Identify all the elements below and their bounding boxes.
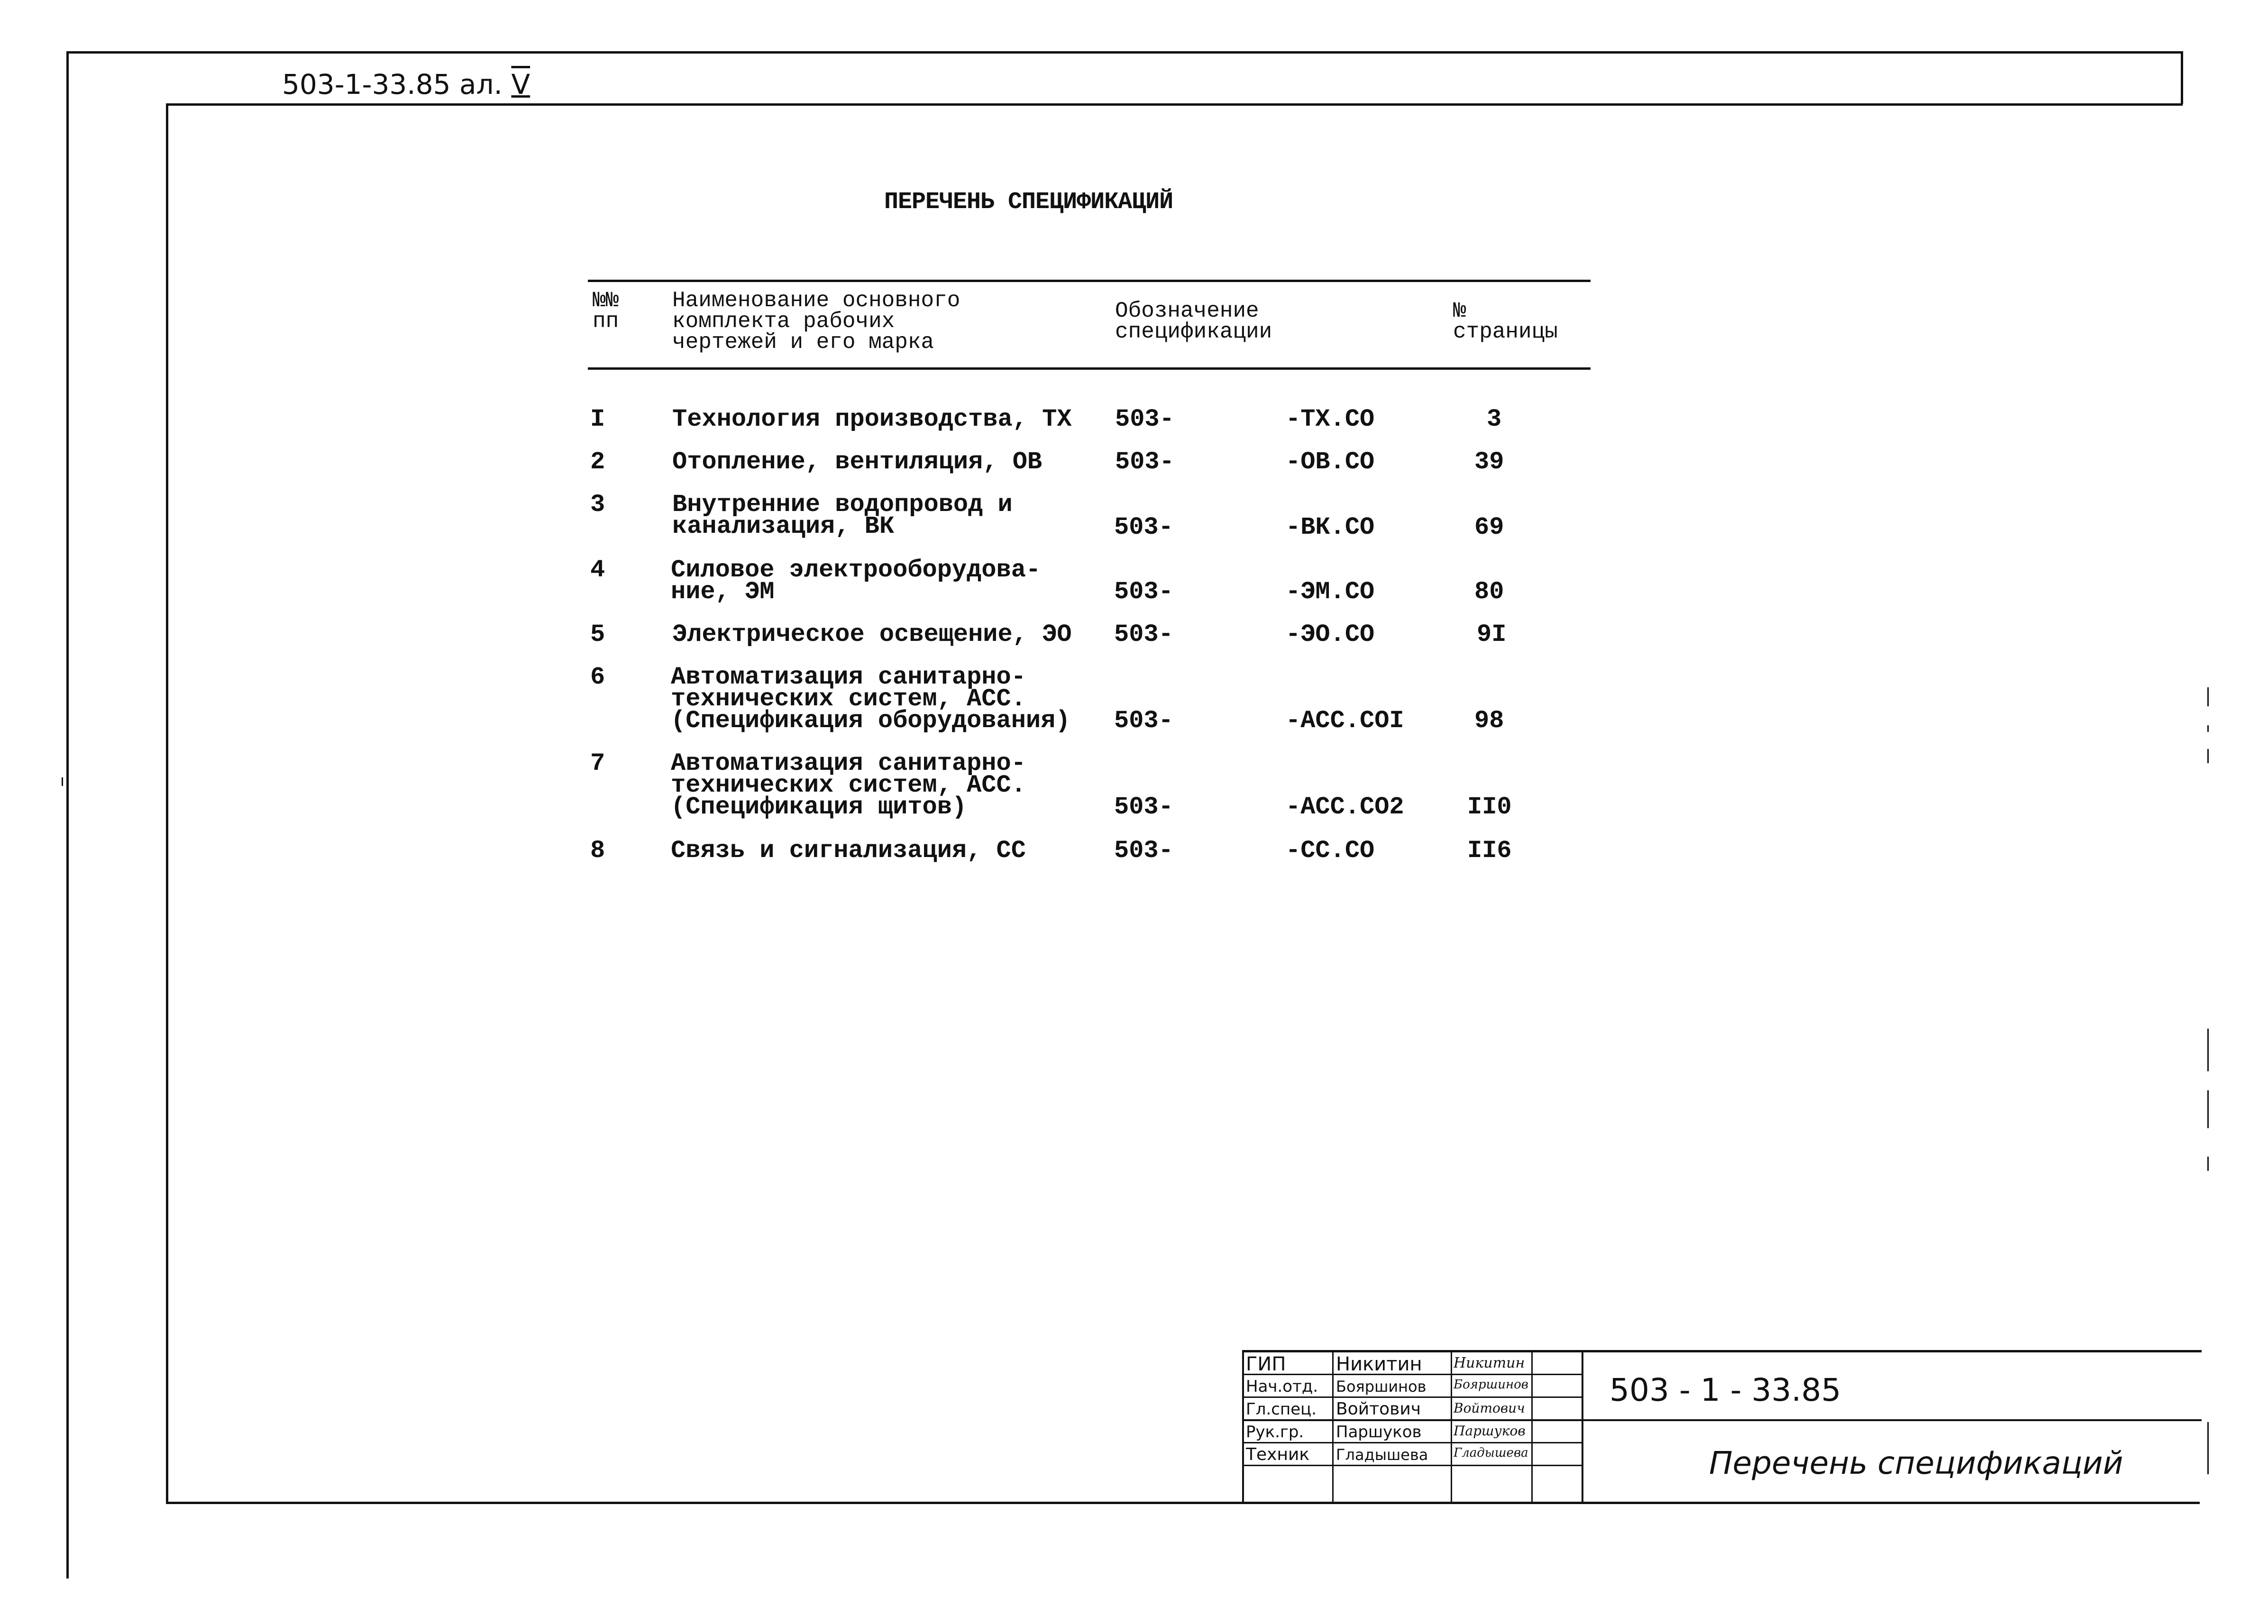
tb-name: Гладышева [1336,1446,1428,1464]
row-name: Силовое электрооборудова- ние, ЭМ [671,556,1041,606]
row-num: 8 [590,837,605,865]
table-top-rule [588,280,1591,282]
row-suffix: -ОВ.СО [1286,448,1375,476]
row-prefix: 503- [1114,620,1173,648]
row-prefix: 503- [1115,448,1174,476]
edge-mark [2207,687,2209,706]
header-page: № страницы [1453,299,1558,344]
tb-line-top [1242,1350,2202,1352]
tb-name: Войтович [1336,1399,1421,1419]
row-page: II0 [1467,793,1512,821]
row-prefix: 503- [1114,707,1173,735]
row-suffix: -ВК.СО [1286,513,1375,541]
row-name: Внутренние водопровод и канализация, ВК [672,491,1013,540]
row-page: II6 [1467,837,1512,865]
row-suffix: -СС.СО [1286,837,1375,865]
sheet-code-text: 503-1-33.85 ал. [282,68,503,100]
row-page: 69 [1474,513,1504,541]
row-page: 9I [1477,620,1507,648]
inner-frame-top [166,103,2183,106]
row-suffix: -АСС.СОI [1286,707,1404,735]
tb-signature: Бояршинов [1454,1378,1528,1392]
tb-vline-3 [1531,1350,1533,1504]
row-num: 7 [590,749,605,777]
edge-mark [2207,749,2209,763]
row-prefix: 503- [1115,405,1174,433]
row-num: 5 [590,620,605,648]
row-page: 3 [1487,405,1502,433]
tb-name: Бояршинов [1336,1378,1427,1396]
row-prefix: 503- [1114,513,1173,541]
header-designation: Обозначение спецификации [1115,299,1272,344]
row-num: 2 [590,448,605,476]
tb-vline-1 [1332,1350,1334,1504]
row-num: 3 [590,491,605,519]
row-suffix: -ЭМ.СО [1286,578,1375,606]
row-num: I [590,405,605,433]
row-page: 80 [1474,578,1504,606]
row-suffix: -АСС.СО2 [1286,793,1404,821]
tb-name: Паршуков [1336,1423,1422,1442]
row-page: 39 [1474,448,1504,476]
tb-vline-0 [1242,1350,1244,1504]
header-num: №№ пп [593,288,619,334]
sheet-code-suffix: V [511,68,530,100]
edge-mark [2207,1157,2209,1171]
row-name: Автоматизация санитарно- технических систем, АСС. (Спецификация оборудования) [671,663,1070,735]
tb-vline-4 [1582,1350,1583,1504]
tb-role: Гл.спец. [1246,1400,1317,1419]
edge-mark [2207,1029,2209,1071]
row-num: 6 [590,663,605,691]
row-prefix: 503- [1114,793,1173,821]
edge-mark [2207,725,2209,732]
page-title: ПЕРЕЧЕНЬ СПЕЦИФИКАЦИЙ [884,189,1173,216]
sheet-code [282,69,530,100]
inner-frame-left [166,103,168,1504]
tb-sheet-title: Перечень спецификаций [1709,1445,2123,1481]
tb-vline-2 [1451,1350,1452,1504]
tb-signature: Гладышева [1454,1446,1528,1460]
tb-role: Техник [1246,1445,1310,1464]
table-header-rule [588,367,1591,370]
tb-role: Рук.гр. [1246,1423,1304,1442]
inner-frame-bottom [166,1502,2200,1504]
outer-frame-right [2181,51,2183,104]
row-name: Связь и сигнализация, СС [671,837,1026,865]
outer-frame-top [66,51,2183,54]
row-num: 4 [590,556,605,584]
tb-role: ГИП [1246,1354,1286,1375]
row-name: Отопление, вентиляция, ОВ [672,448,1043,476]
tb-signature: Никитин [1454,1355,1525,1371]
row-prefix: 503- [1114,578,1173,606]
row-page: 98 [1474,707,1504,735]
row-name: Технология производства, ТХ [672,405,1072,433]
edge-mark [62,777,63,786]
tb-code: 503 - 1 - 33.85 [1610,1372,1841,1408]
row-name: Автоматизация санитарно- технических систем, АСС. (Спецификация щитов) [671,749,1026,821]
row-suffix: -ТХ.СО [1286,405,1375,433]
header-name: Наименование основного комплекта рабочих чертежей и его марка [672,288,960,355]
row-name: Электрическое освещение, ЭО [672,620,1072,648]
edge-mark [2207,1090,2209,1128]
tb-signature: Паршуков [1454,1423,1526,1439]
tb-signature: Войтович [1454,1400,1525,1416]
tb-role: Нач.отд. [1246,1377,1318,1396]
row-prefix: 503- [1114,837,1173,865]
row-suffix: -ЭО.СО [1286,620,1375,648]
tb-name: Никитин [1336,1354,1422,1375]
edge-mark [2207,1422,2209,1474]
outer-frame-left [66,51,69,1578]
